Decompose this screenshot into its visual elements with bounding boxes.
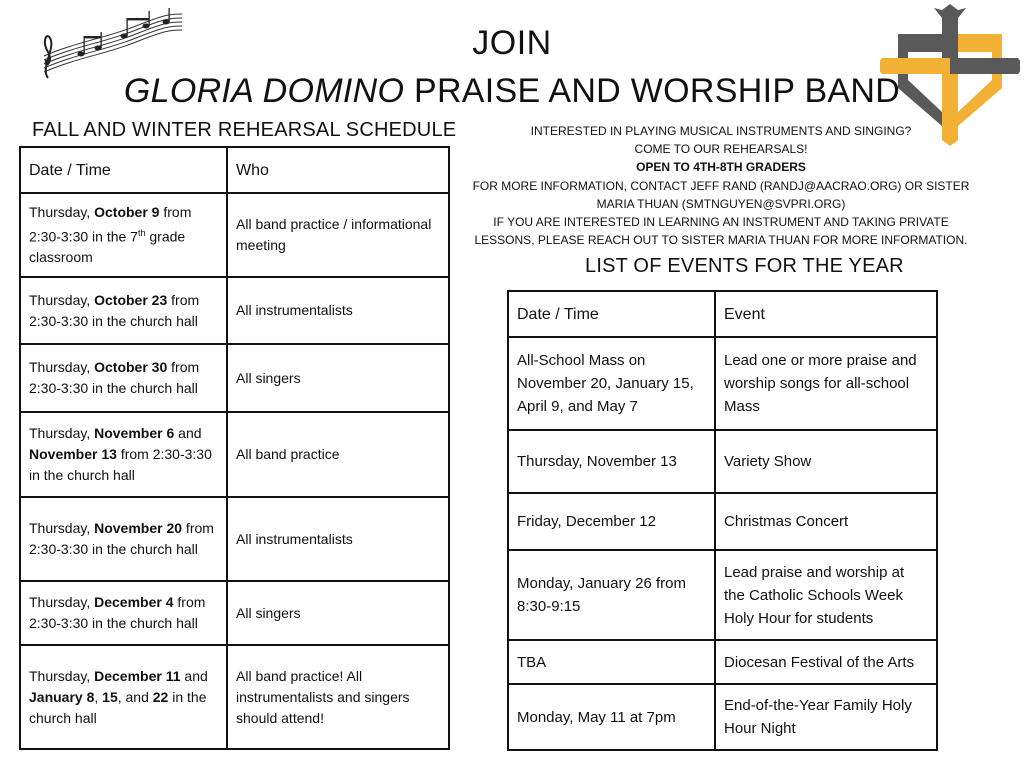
events-heading: LIST OF EVENTS FOR THE YEAR: [585, 255, 904, 277]
table-row: [20, 193, 449, 277]
header-cell: Date / Time: [20, 147, 227, 193]
info-line-4: FOR MORE INFORMATION, CONTACT JEFF RAND (RANDJ@AACRAO.ORG) OR SISTER MARIA THUAN (SMTNGUYEN@SVPRI.ORG): [472, 178, 970, 211]
date-cell: Thursday, November 6 and November 13 from 2:30-3:30 in the church hall: [20, 412, 227, 497]
table-row: [20, 645, 449, 749]
table-row: [508, 337, 937, 430]
title-band-name: [0, 72, 1024, 111]
table-row: [508, 493, 937, 550]
header-cell: Event: [715, 291, 937, 337]
band-suffix: PRAISE AND WORSHIP BAND: [413, 72, 901, 110]
table-row: [20, 412, 449, 497]
event-cell: Variety Show: [715, 430, 937, 493]
rehearsal-table: [19, 146, 450, 750]
date-cell: Monday, May 11 at 7pm: [508, 684, 715, 750]
date-cell: Thursday, October 30 from 2:30-3:30 in the church hall: [20, 344, 227, 412]
table-row: [508, 430, 937, 493]
header-cell: Who: [227, 147, 449, 193]
info-block: [468, 122, 974, 249]
date-cell: Thursday, October 9 from 2:30-3:30 in the 7th grade classroom: [20, 193, 227, 277]
date-cell: TBA: [508, 640, 715, 684]
table-row: [20, 344, 449, 412]
date-cell: Thursday, December 4 from 2:30-3:30 in the church hall: [20, 581, 227, 645]
rehearsal-schedule-heading: FALL AND WINTER REHEARSAL SCHEDULE: [32, 119, 457, 141]
table-row: [508, 640, 937, 684]
who-cell: All band practice / informational meeting: [227, 193, 449, 277]
info-line-2: COME TO OUR REHEARSALS!: [634, 142, 808, 157]
who-cell: All instrumentalists: [227, 497, 449, 581]
event-cell: End-of-the-Year Family Holy Hour Night: [715, 684, 937, 750]
date-cell: Monday, January 26 from 8:30-9:15: [508, 550, 715, 640]
date-cell: Thursday, October 23 from 2:30-3:30 in the church hall: [20, 277, 227, 344]
events-table: [507, 290, 938, 751]
table-header-row: [20, 147, 449, 193]
table-row: [20, 581, 449, 645]
event-cell: Christmas Concert: [715, 493, 937, 550]
who-cell: All singers: [227, 581, 449, 645]
who-cell: All instrumentalists: [227, 277, 449, 344]
date-cell: Thursday, December 11 and January 8, 15, and 22 in the church hall: [20, 645, 227, 749]
title-join: JOIN: [472, 24, 552, 62]
table-row: [20, 497, 449, 581]
table-row: [508, 550, 937, 640]
table-row: [508, 684, 937, 750]
who-cell: All band practice: [227, 412, 449, 497]
info-line-3: OPEN TO 4TH-8TH GRADERS: [636, 160, 806, 175]
who-cell: All singers: [227, 344, 449, 412]
event-cell: Lead praise and worship at the Catholic Schools Week Holy Hour for students: [715, 550, 937, 640]
header-cell: Date / Time: [508, 291, 715, 337]
info-line-1: INTERESTED IN PLAYING MUSICAL INSTRUMENTS AND SINGING?: [530, 124, 912, 138]
date-cell: All-School Mass on November 20, January 15, April 9, and May 7: [508, 337, 715, 430]
table-row: [20, 277, 449, 344]
info-line-5: IF YOU ARE INTERESTED IN LEARNING AN INSTRUMENT AND TAKING PRIVATE LESSONS, PLEASE REACH OUT TO SISTER MARIA THUAN FOR MORE INFORMATION.: [474, 215, 968, 248]
band-name: GLORIA DOMINO: [123, 72, 405, 110]
event-cell: Lead one or more praise and worship songs for all-school Mass: [715, 337, 937, 430]
date-cell: Thursday, November 13: [508, 430, 715, 493]
table-header-row: [508, 291, 937, 337]
who-cell: All band practice! All instrumentalists and singers should attend!: [227, 645, 449, 749]
event-cell: Diocesan Festival of the Arts: [715, 640, 937, 684]
date-cell: Thursday, November 20 from 2:30-3:30 in the church hall: [20, 497, 227, 581]
date-cell: Friday, December 12: [508, 493, 715, 550]
